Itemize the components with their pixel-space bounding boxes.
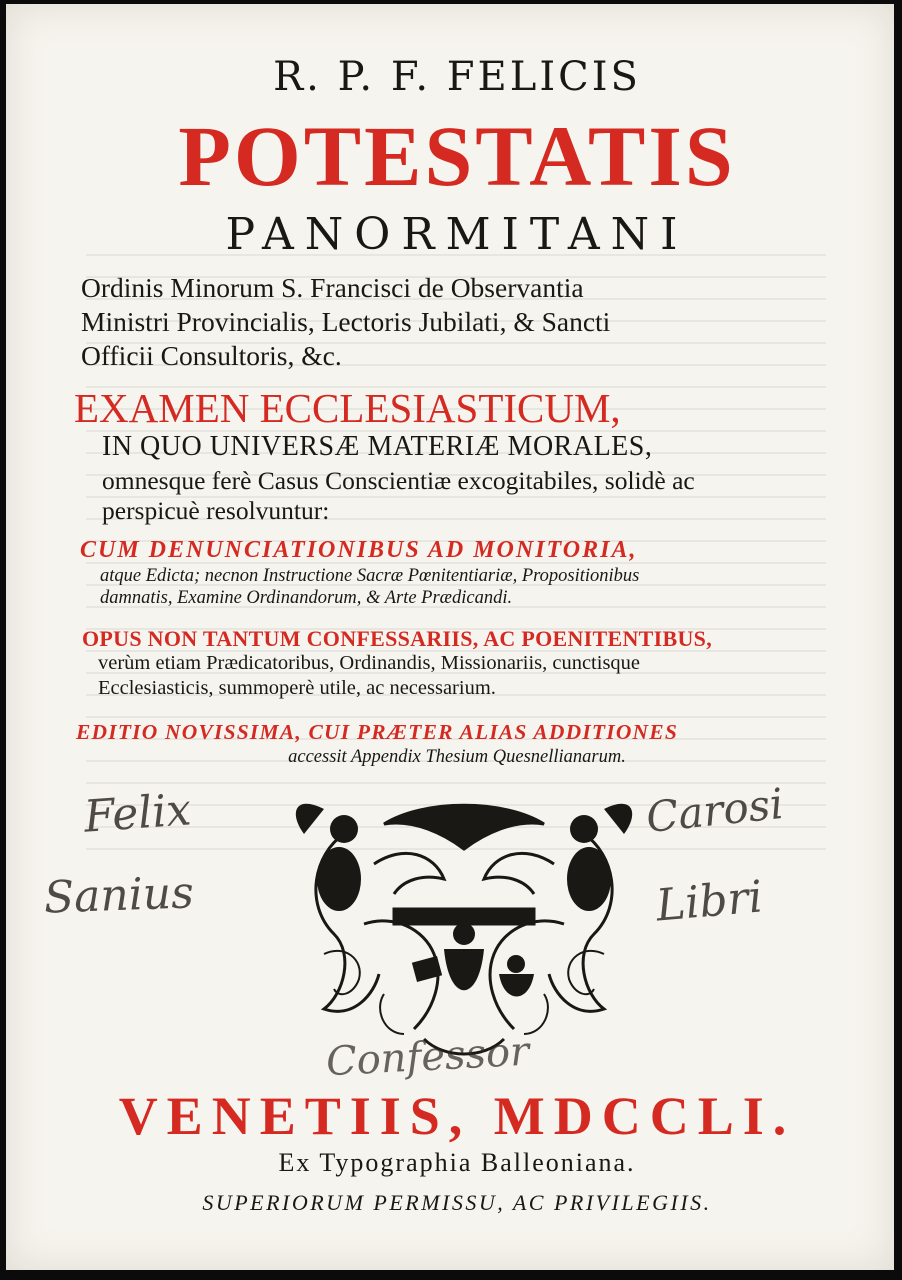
book-title: EXAMEN ECCLESIASTICUM, xyxy=(74,385,621,431)
handwriting-carosi: Carosi xyxy=(643,778,786,843)
author-name-line: R. P. F. FELICIS xyxy=(273,54,641,100)
subtitle-text-1: omnesque ferè Casus Conscientiæ excogitabiles, solidè ac xyxy=(102,466,695,495)
appendix-note: accessit Appendix Thesium Quesnellianarum. xyxy=(288,747,626,767)
handwriting-sanius: Sanius xyxy=(43,867,195,924)
imprint-printer: Ex Typographia Balleoniana. xyxy=(278,1148,636,1177)
book-subtitle: IN QUO UNIVERSÆ MATERIÆ MORALES, xyxy=(102,431,653,462)
author-description-3: Officii Consultoris, &c. xyxy=(81,340,342,371)
audience-text-1: verùm etiam Prædicatoribus, Ordinandis, Missionariis, cunctisque xyxy=(98,652,641,674)
author-description-1: Ordinis Minorum S. Francisci de Observantia xyxy=(81,272,584,303)
handwriting-felix: Felix xyxy=(82,784,193,843)
cum-heading: CUM DENUNCIATIONIBUS AD MONITORIA, xyxy=(80,537,638,563)
cherubs-cartouche-woodcut-icon xyxy=(284,794,644,1064)
author-surname: POTESTATIS xyxy=(178,108,736,204)
imprint-place-date: VENETIIS, MDCCLI. xyxy=(118,1086,796,1146)
handwriting-confessor: Confessor xyxy=(324,1028,531,1086)
contents-text-1: atque Edicta; necnon Instructione Sacræ Pœnitentiariæ, Propositionibus xyxy=(100,566,640,586)
title-page xyxy=(6,4,894,1270)
author-origin: PANORMITANI xyxy=(225,209,689,260)
handwriting-libri: Libri xyxy=(653,871,765,932)
edition-heading: EDITIO NOVISSIMA, CUI PRÆTER ALIAS ADDITIONES xyxy=(76,720,678,744)
subtitle-text-2: perspicuè resolvuntur: xyxy=(102,496,330,525)
imprint-permission: SUPERIORUM PERMISSU, AC PRIVILEGIIS. xyxy=(202,1190,712,1215)
audience-text-2: Ecclesiasticis, summoperè utile, ac necessarium. xyxy=(98,677,496,699)
contents-text-2: damnatis, Examine Ordinandorum, & Arte Prædicandi. xyxy=(100,588,513,608)
author-description-2: Ministri Provincialis, Lectoris Jubilati, & Sancti xyxy=(81,306,611,337)
opus-heading: OPUS NON TANTUM CONFESSARIIS, AC POENITENTIBUS, xyxy=(82,626,713,651)
